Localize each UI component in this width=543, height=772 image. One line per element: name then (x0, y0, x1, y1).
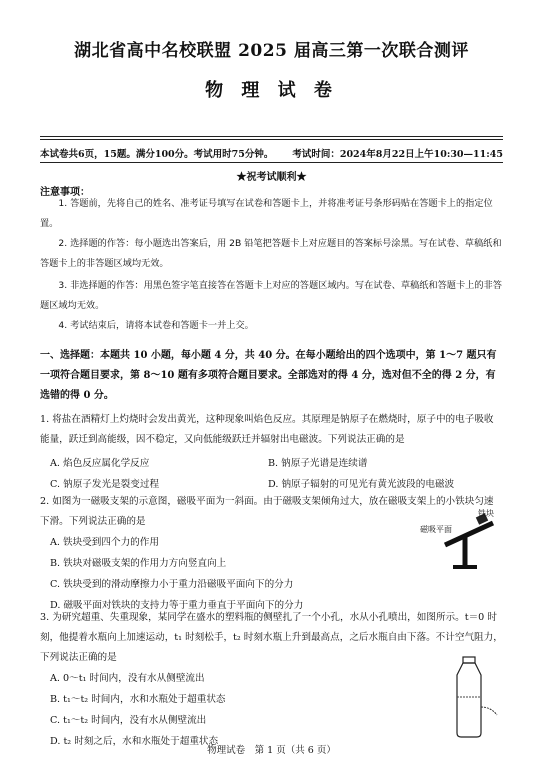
exam-info-left: 本试卷共6页，15题。满分100分。考试用时75分钟。 (40, 149, 274, 160)
bottle-body (457, 663, 481, 737)
exam-info (40, 146, 503, 160)
bottle-cap (463, 657, 475, 663)
q1-option-a: A. 焰色反应属化学反应 (50, 458, 150, 469)
q3-option-a: A. 0～t₁ 时间内，没有水从侧壁流出 (50, 673, 205, 684)
exam-time: 考试时间：2024年8月22日上午10:30—11:45 (292, 149, 503, 160)
note-item: 2. 选择题的作答：每小题选出答案后，用 2B 铅笔把答题卡上对应题目的答案标号涂黑。写在试卷、草稿纸和答题卡上的非答题区域均无效。 (40, 238, 502, 269)
q3-option-b: B. t₁～t₂ 时间内，水和水瓶处于超重状态 (50, 694, 226, 705)
q2-option-b: B. 铁块对磁吸支架的作用力方向竖直向上 (50, 558, 227, 569)
note-item: 4. 考试结束后，请将本试卷和答题卡一并上交。 (58, 320, 254, 331)
divider (40, 139, 503, 140)
q1-option-b: B. 钠原子光谱是连续谱 (268, 458, 368, 469)
divider (40, 136, 503, 137)
figure-label-plane: 磁吸平面 (420, 525, 452, 534)
magnetic-plane (445, 523, 493, 545)
q3-option-d: D. t₂ 时刻之后，水和水瓶处于超重状态 (50, 736, 219, 747)
note-item: 3. 非选择题的作答：用黑色签字笔直接答在答题卡上对应的答题区域内。写在试卷、草稿纸和答题卡上的非答题区域均无效。 (40, 280, 502, 311)
note-item: 1. 答题前，先将自己的姓名、准考证号填写在试卷和答题卡上，并将准考证号条形码贴在答题卡上的指定位置。 (40, 198, 493, 229)
good-luck-banner: ★祝考试顺利★ (236, 172, 307, 183)
question-2-stem: 2. 如图为一磁吸支架的示意图，磁吸平面为一斜面。由于磁吸支架倾角过大，放在磁吸支架上的小铁块匀速下滑。下列说法正确的是 (40, 496, 494, 527)
q2-option-c: C. 铁块受到的滑动摩擦力小于重力沿磁吸平面向下的分力 (50, 579, 294, 590)
divider (40, 162, 503, 163)
question-3-stem: 3. 为研究超重、失重现象，某同学在盛水的塑料瓶的侧壁扎了一个小孔，水从小孔喷出，如图所示。t＝0 时刻，他提着水瓶向上加速运动，t₁ 时刻松手，t₂ 时刻水瓶上升到最高点，之后水瓶自由下落。不计空气阻力，下列说法正确的是 (40, 612, 503, 663)
q3-option-c: C. t₁～t₂ 时间内，没有水从侧壁流出 (50, 715, 207, 726)
water-jet (481, 707, 497, 715)
exam-title: 湖北省高中名校联盟 2025 届高三第一次联合测评 (74, 41, 469, 61)
question-1-stem: 1. 将盐在酒精灯上灼烧时会发出黄光，这种现象叫焰色反应。其原理是钠原子在燃烧时，原子中的电子吸收能量，跃迁到高能级，因不稳定，又向低能级跃迁并辐射出电磁波。下列说法正确的是 (40, 414, 494, 445)
section-one-instructions: 一、选择题：本题共 10 小题，每小题 4 分，共 40 分。在每小题给出的四个选项中，第 1～7 题只有一项符合题目要求，第 8～10 题有多项符合题目要求。全部选对的得 4 分，选对但不全的得 2 分，有选错的得 0 分。 (40, 350, 497, 401)
q1-option-d: D. 钠原子辐射的可见光有黄光波段的电磁波 (268, 479, 455, 490)
notes-heading: 注意事项： (40, 187, 90, 198)
page-footer: 物理试卷 第 1 页（共 6 页） (207, 745, 336, 756)
q2-option-d: D. 磁吸平面对铁块的支持力等于重力垂直于平面向下的分力 (50, 600, 304, 611)
subject-title: 物 理 试 卷 (205, 80, 338, 101)
q2-option-a: A. 铁块受到四个力的作用 (50, 537, 159, 548)
q1-option-c: C. 钠原子发光是裂变过程 (50, 479, 160, 490)
water-bottle-figure (445, 655, 505, 740)
figure-label-block: 铁块 (478, 509, 494, 518)
